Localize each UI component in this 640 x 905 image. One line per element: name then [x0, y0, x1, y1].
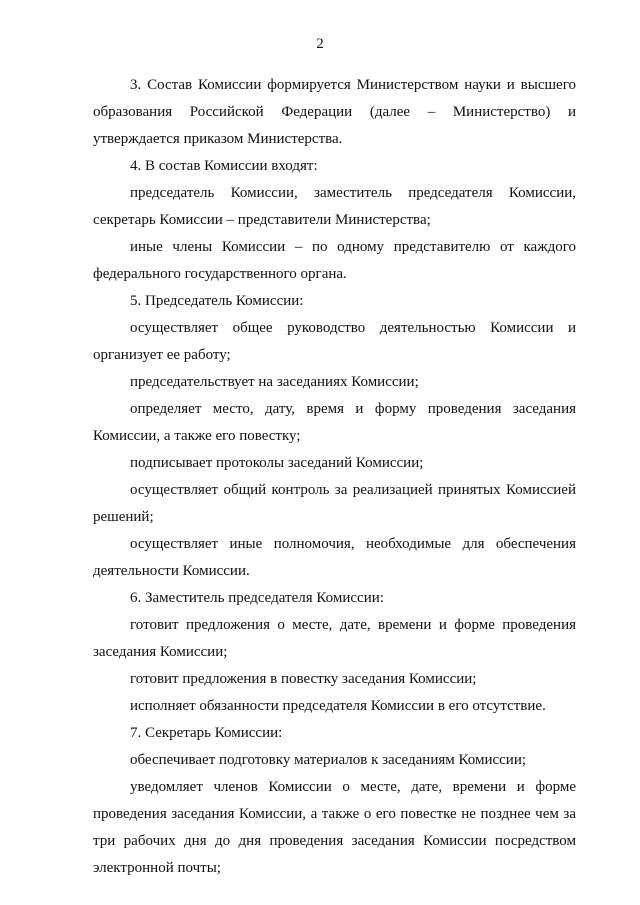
paragraph-7-heading: 7. Секретарь Комиссии: — [130, 725, 283, 741]
paragraph-5-item-2: председательствует на заседаниях Комиссии; — [130, 374, 419, 390]
paragraph-5-item-5: осуществляет общий контроль за реализацией принятых Комиссией решений; — [93, 482, 576, 525]
paragraph-6-heading: 6. Заместитель председателя Комиссии: — [130, 590, 384, 606]
paragraph-5-item-6: осуществляет иные полномочия, необходимые для обеспечения деятельности Комиссии. — [93, 536, 576, 579]
paragraph-5-item-4: подписывает протоколы заседаний Комиссии; — [130, 455, 424, 471]
paragraph-5-item-1: осуществляет общее руководство деятельностью Комиссии и организует ее работу; — [93, 320, 576, 363]
paragraph-7-item-1: обеспечивает подготовку материалов к заседаниям Комиссии; — [130, 752, 527, 768]
paragraph-6-item-1: готовит предложения о месте, дате, времени и форме проведения заседания Комиссии; — [93, 617, 576, 660]
paragraph-4-chair-members: председатель Комиссии, заместитель председателя Комиссии, секретарь Комиссии – представители Министерства; — [93, 185, 576, 228]
paragraph-5-heading: 5. Председатель Комиссии: — [130, 293, 304, 309]
paragraph-7-item-2: уведомляет членов Комиссии о месте, дате, времени и форме проведения заседания Комиссии, а также о его повестке не позднее чем за три рабочих дня до дня проведения заседания Комиссии посредством электронной почты; — [93, 779, 576, 876]
page-number: 2 — [316, 36, 324, 52]
document-body — [93, 72, 576, 882]
paragraph-6-item-3: исполняет обязанности председателя Комиссии в его отсутствие. — [130, 698, 546, 714]
paragraph-6-item-2: готовит предложения в повестку заседания Комиссии; — [130, 671, 477, 687]
paragraph-4-heading: 4. В состав Комиссии входят: — [130, 158, 318, 174]
paragraph-5-item-3: определяет место, дату, время и форму проведения заседания Комиссии, а также его повестку; — [93, 401, 576, 444]
paragraph-4-other-members: иные члены Комиссии – по одному представителю от каждого федерального государственного органа. — [93, 239, 576, 282]
paragraph-3-composition: 3. Состав Комиссии формируется Министерством науки и высшего образования Российской Федерации (далее – Министерство) и утверждается приказом Министерства. — [93, 77, 576, 147]
